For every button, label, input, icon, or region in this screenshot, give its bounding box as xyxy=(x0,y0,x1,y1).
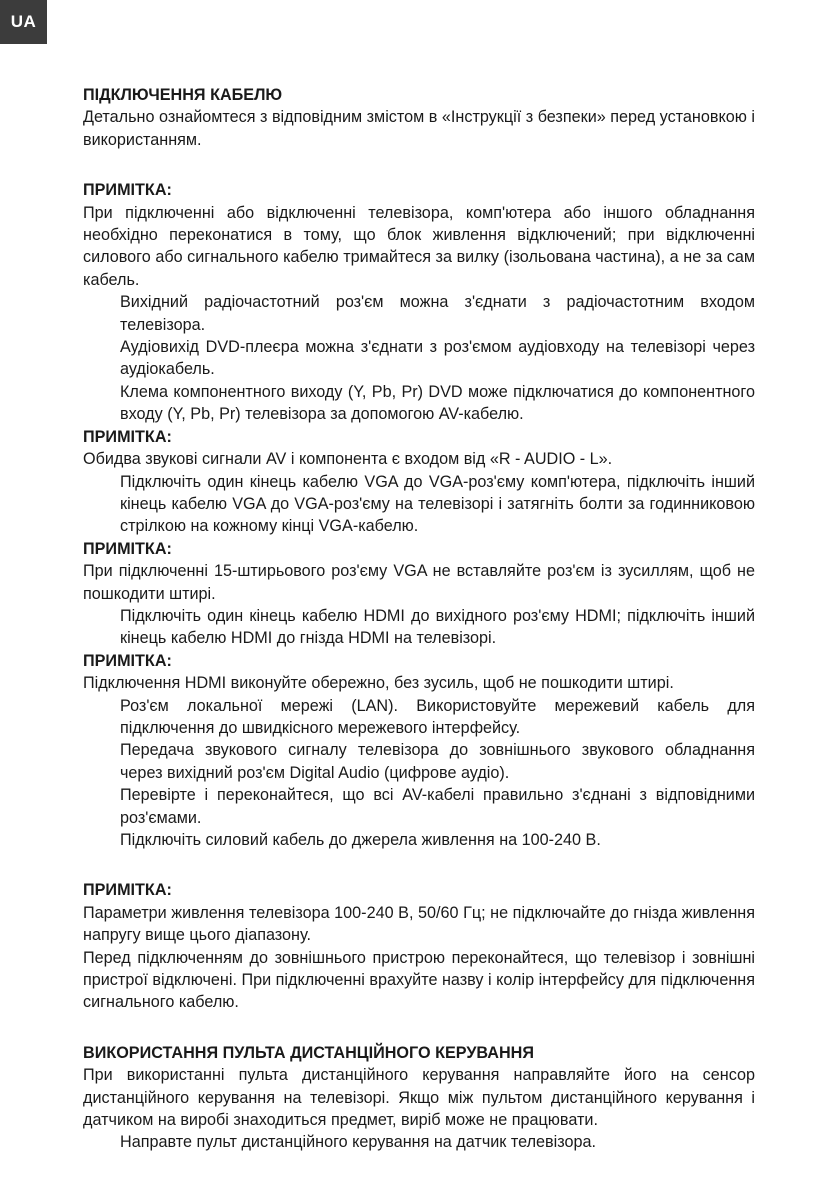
indented-paragraph: Роз'єм локальної мережі (LAN). Використовуйте мережевий кабель для підключення до швидкісного мережевого інтерфейсу. xyxy=(120,696,755,737)
note-heading: ПРИМІТКА: xyxy=(83,539,172,558)
note-heading: ПРИМІТКА: xyxy=(83,427,172,446)
paragraph: Детально ознайомтеся з відповідним змістом в «Інструкції з безпеки» перед установкою і використанням. xyxy=(83,108,755,149)
paragraph: Перед підключенням до зовнішнього пристрою переконайтеся, що телевізор і зовнішні пристрої відключені. При підключенні врахуйте назву і колір інтерфейсу для підключення сигнального кабелю. xyxy=(83,948,755,1012)
language-tab: UA xyxy=(0,0,47,44)
paragraph: Обидва звукові сигнали AV і компонента є входом від «R - AUDIO - L». xyxy=(83,450,613,469)
indented-paragraph: Перевірте і переконайтеся, що всі AV-кабелі правильно з'єднані з відповідними роз'ємами. xyxy=(120,786,755,827)
note-heading: ПРИМІТКА: xyxy=(83,181,172,200)
paragraph: Підключення HDMI виконуйте обережно, без зусиль, щоб не пошкодити штирі. xyxy=(83,674,674,693)
indented-paragraph: Направте пульт дистанційного керування на датчик телевізора. xyxy=(120,1133,596,1152)
page-content xyxy=(83,84,755,1154)
section-heading-cable: ПІДКЛЮЧЕННЯ КАБЕЛЮ xyxy=(83,86,283,104)
indented-paragraph: Підключіть один кінець кабелю HDMI до вихідного роз'єму HDMI; підключіть інший кінець кабелю HDMI до гнізда HDMI на телевізорі. xyxy=(120,606,755,648)
indented-paragraph: Підключіть один кінець кабелю VGA до VGA-роз'єму комп'ютера, підключіть інший кінець кабелю VGA до VGA-роз'єму на телевізорі і затягніть болти за годинниковою стрілкою на кожному кінці VGA-кабелю. xyxy=(120,472,755,536)
note-heading: ПРИМІТКА: xyxy=(83,881,172,900)
note-heading: ПРИМІТКА: xyxy=(83,651,172,670)
paragraph: При підключенні або відключенні телевізора, комп'ютера або іншого обладнання необхідно переконатися в тому, що блок живлення відключений; при відключенні силового або сигнального кабелю тримайтеся за вилку (ізольована частина), а не за сам кабель. xyxy=(83,203,755,289)
paragraph: При підключенні 15-штирьового роз'єму VGA не вставляйте роз'єм із зусиллям, щоб не пошкодити штирі. xyxy=(83,562,755,603)
indented-paragraph: Вихідний радіочастотний роз'єм можна з'єднати з радіочастотним входом телевізора. xyxy=(120,293,755,334)
indented-paragraph: Аудіовихід DVD-плеєра можна з'єднати з роз'ємом аудіовходу на телевізорі через аудіокабель. xyxy=(120,338,755,379)
indented-paragraph: Клема компонентного виходу (Y, Pb, Pr) DVD може підключатися до компонентного входу (Y, Pb, Pr) телевізора за допомогою AV-кабелю. xyxy=(120,382,755,424)
paragraph: Параметри живлення телевізора 100-240 В, 50/60 Гц; не підключайте до гнізда живлення напругу вище цього діапазону. xyxy=(83,903,755,945)
indented-paragraph: Підключіть силовий кабель до джерела живлення на 100-240 В. xyxy=(120,831,601,849)
section-heading-remote: ВИКОРИСТАННЯ ПУЛЬТА ДИСТАНЦІЙНОГО КЕРУВАННЯ xyxy=(83,1043,534,1062)
paragraph: При використанні пульта дистанційного керування направляйте його на сенсор дистанційного керування на телевізорі. Якщо між пультом дистанційного керування і датчиком на виробі знаходиться предмет, виріб може не працювати. xyxy=(83,1066,755,1130)
indented-paragraph: Передача звукового сигналу телевізора до зовнішнього звукового обладнання через вихідний роз'єм Digital Audio (цифрове аудіо). xyxy=(120,741,755,782)
